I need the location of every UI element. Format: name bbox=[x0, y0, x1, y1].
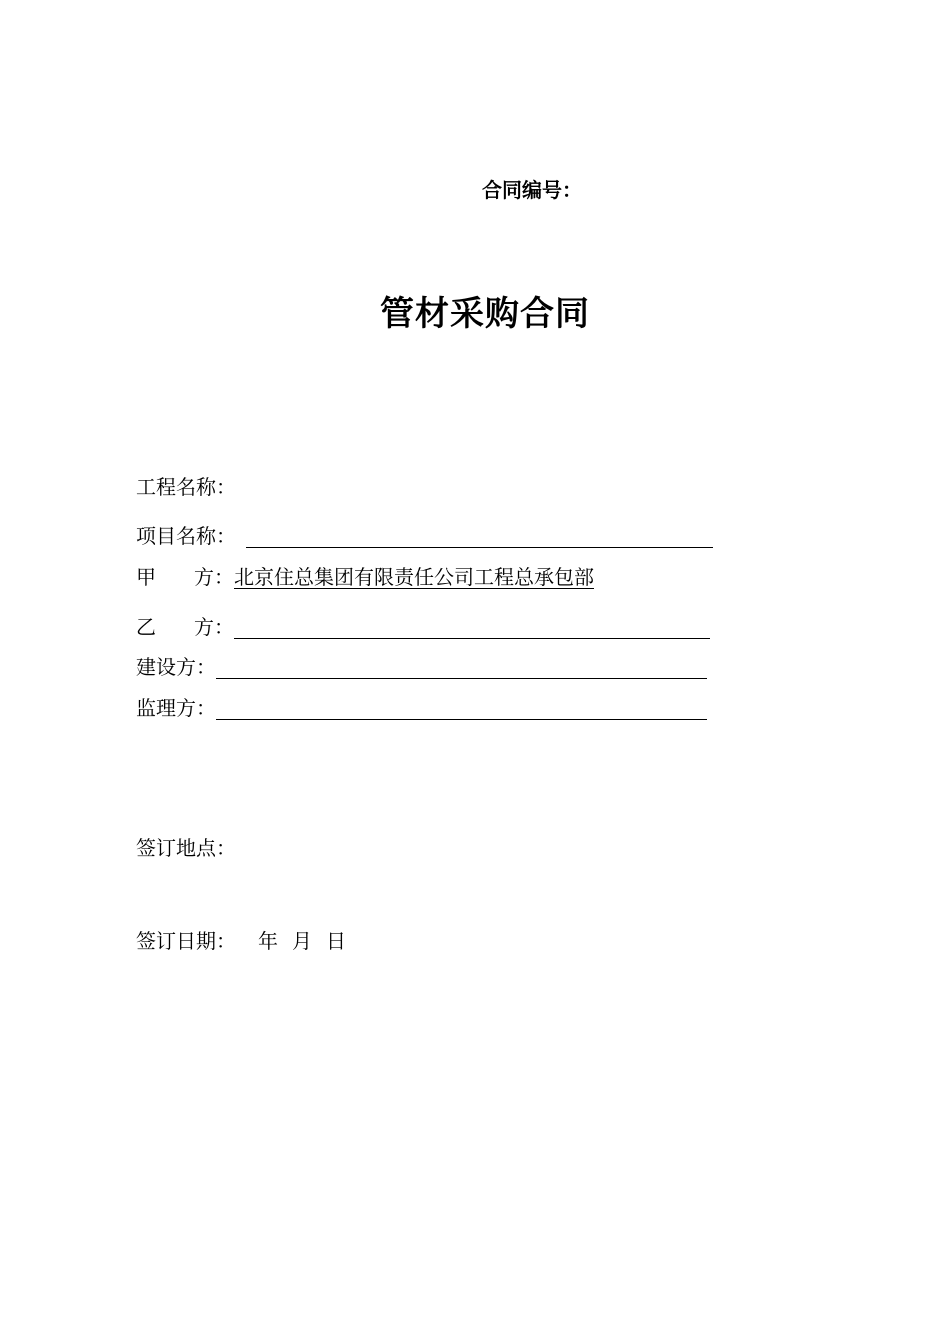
party-a-label bbox=[136, 563, 234, 591]
signing-date-day: 日 bbox=[326, 929, 346, 953]
party-a-value: 北京住总集团有限责任公司工程总承包部 bbox=[234, 565, 594, 589]
party-b-label-colon: ： bbox=[214, 615, 234, 639]
item-name-label: 项目名称： bbox=[136, 524, 236, 548]
project-name-field bbox=[136, 473, 236, 501]
signing-place-label: 签订地点： bbox=[136, 836, 236, 860]
party-b-field bbox=[136, 613, 710, 641]
party-a-label-colon: ： bbox=[214, 565, 234, 589]
supervisor-label: 监理方： bbox=[136, 696, 216, 720]
party-b-label-char1: 乙 bbox=[136, 615, 156, 639]
supervisor-field bbox=[136, 694, 707, 722]
project-name-label: 工程名称： bbox=[136, 475, 236, 499]
party-a-label-char1: 甲 bbox=[136, 565, 156, 589]
party-b-label-char2: 方 bbox=[194, 615, 214, 639]
signing-place-field bbox=[136, 834, 236, 862]
item-name-blank bbox=[246, 525, 713, 548]
builder-label: 建设方： bbox=[136, 655, 216, 679]
party-a-field bbox=[136, 563, 594, 591]
signing-date-year: 年 bbox=[258, 929, 278, 953]
supervisor-blank bbox=[216, 697, 707, 720]
builder-field bbox=[136, 653, 707, 681]
party-b-blank bbox=[234, 616, 710, 639]
item-name-field bbox=[136, 522, 713, 550]
signing-date-label: 签订日期： bbox=[136, 929, 236, 953]
signing-date-field bbox=[136, 927, 346, 955]
party-a-label-char2: 方 bbox=[194, 565, 214, 589]
document-title: 管材采购合同 bbox=[380, 294, 590, 334]
signing-date-month: 月 bbox=[292, 929, 312, 953]
contract-number-label: 合同编号： bbox=[482, 178, 582, 202]
builder-blank bbox=[216, 656, 707, 679]
party-b-label bbox=[136, 613, 234, 641]
